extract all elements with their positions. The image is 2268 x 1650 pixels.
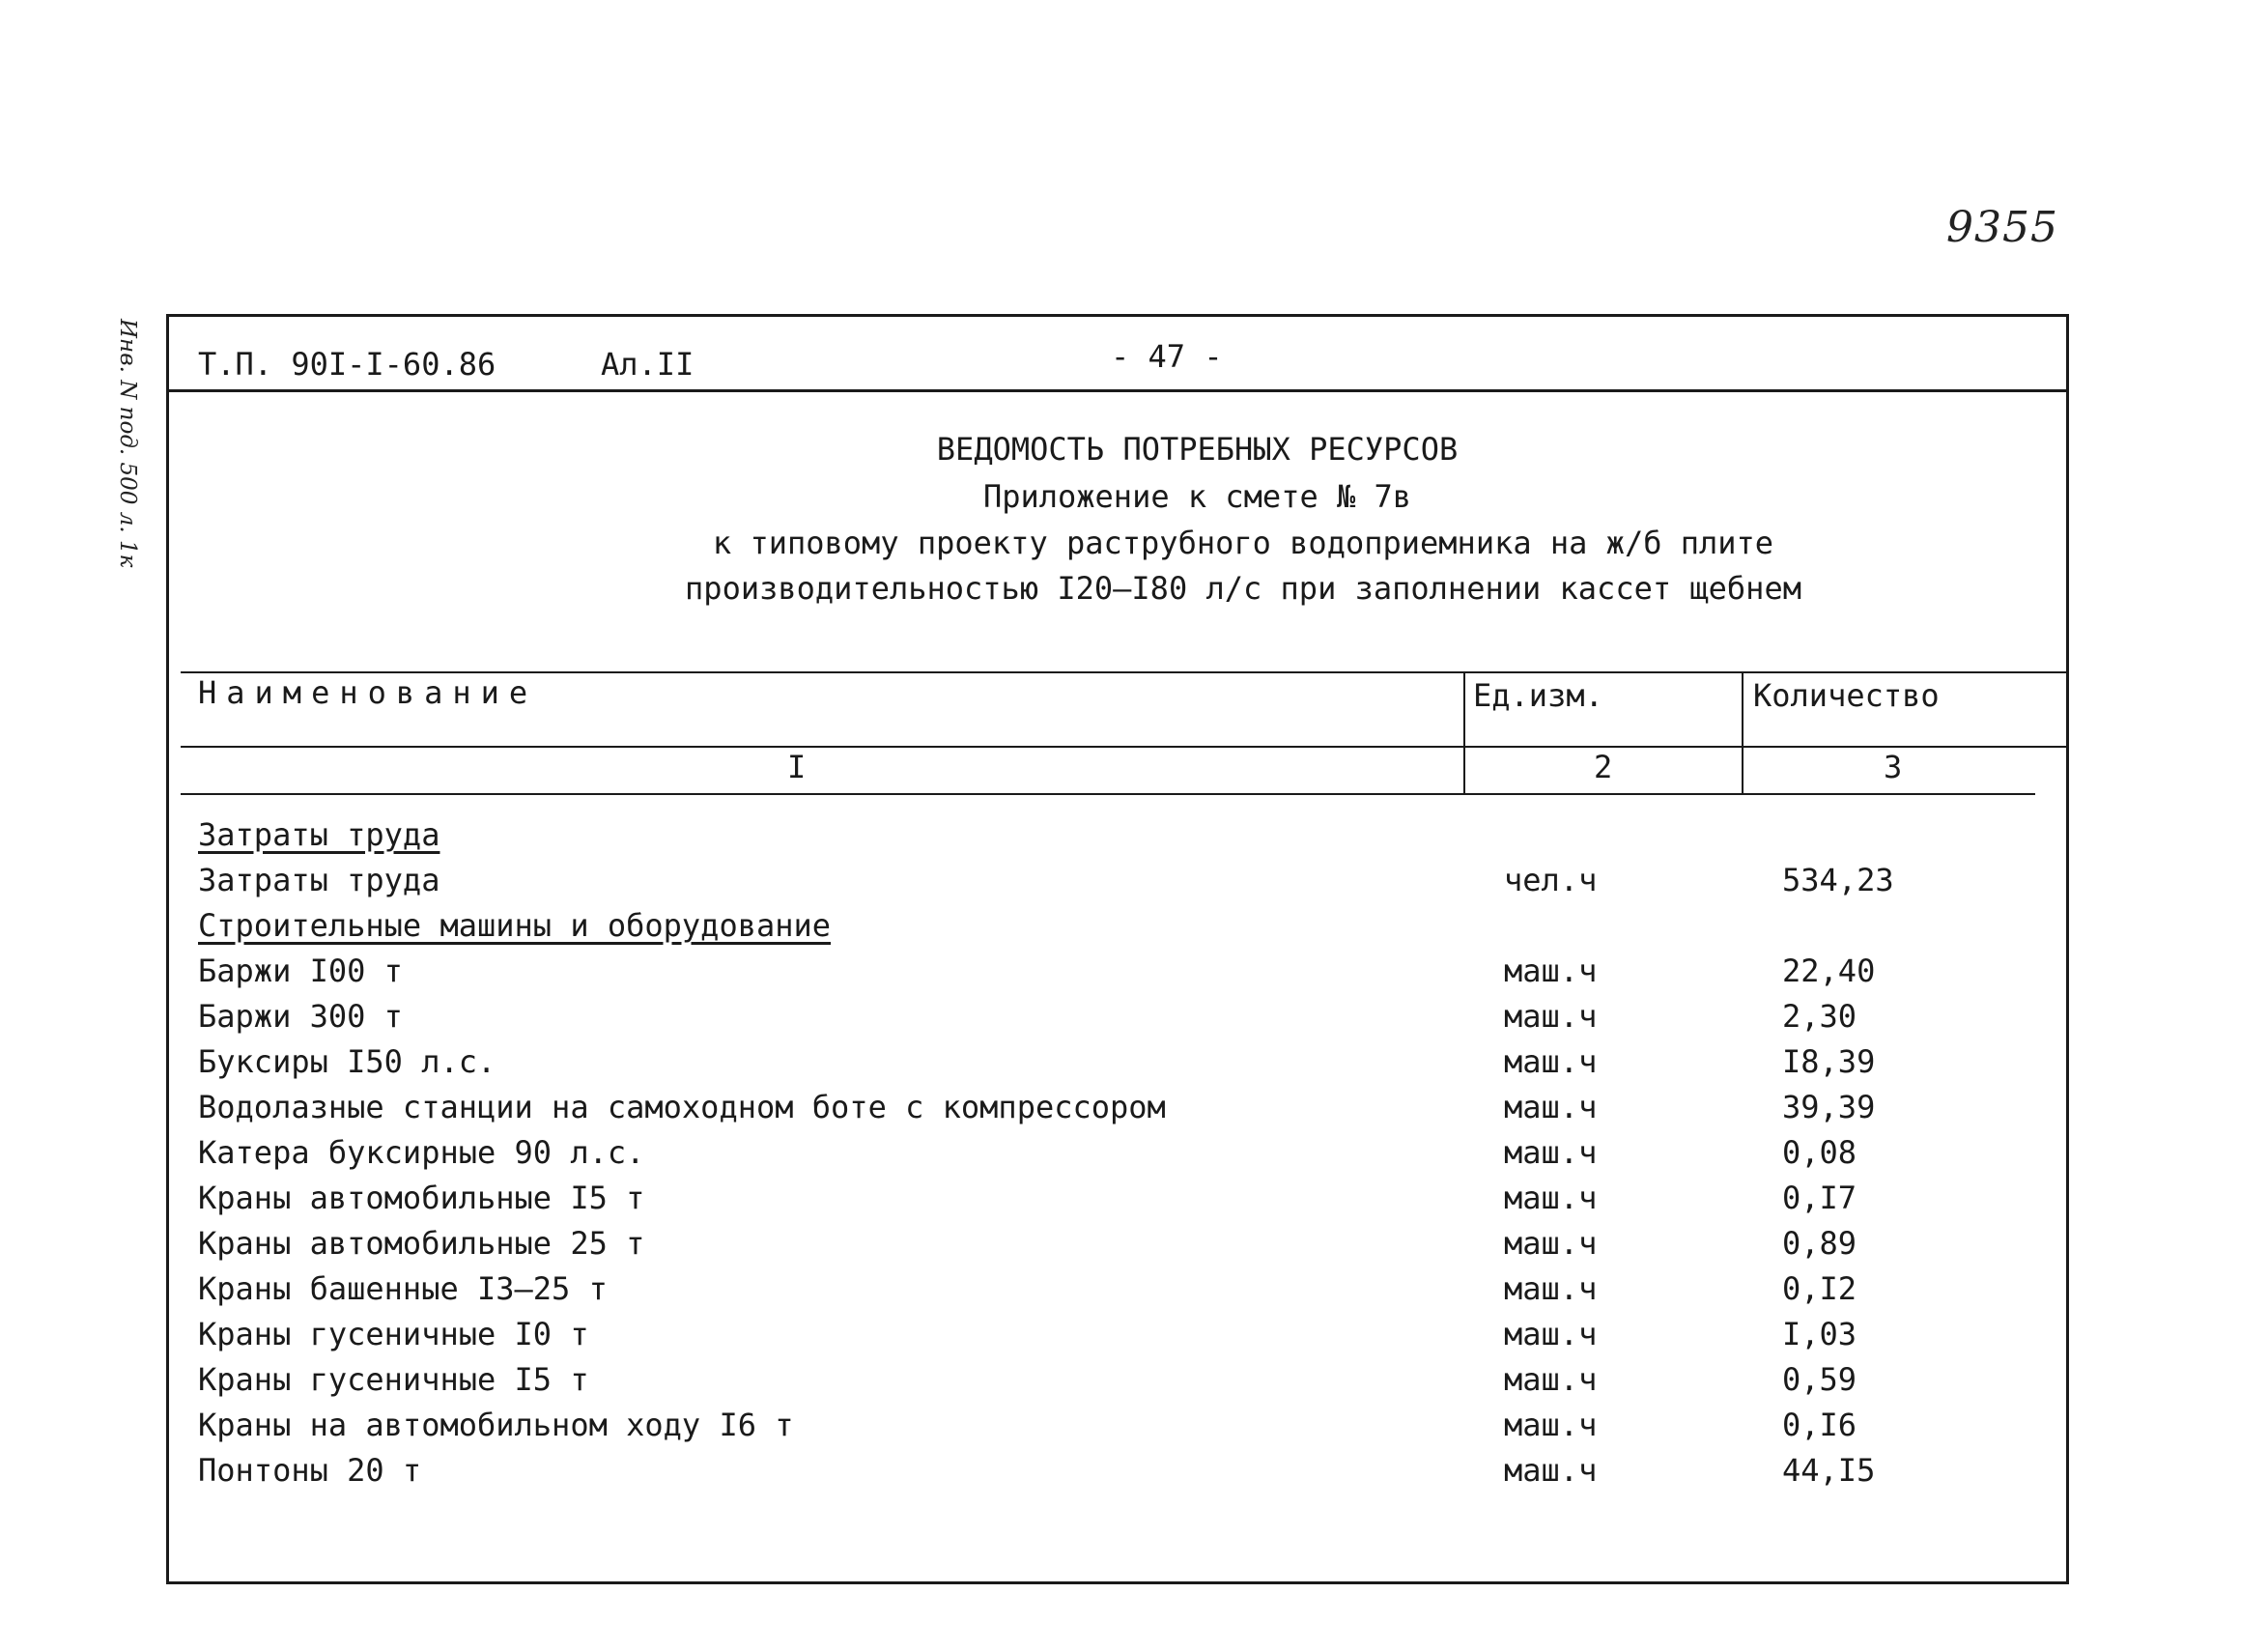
table-row: [198, 1180, 2033, 1222]
row-unit: маш.ч: [1504, 1316, 1598, 1352]
row-name: Краны на автомобильном ходу I6 т: [198, 1407, 794, 1443]
row-unit: маш.ч: [1504, 1270, 1598, 1307]
row-name: Затраты труда: [198, 816, 440, 853]
sheet-label: Ал.II: [601, 346, 695, 383]
title-main: ВЕДОМОСТЬ ПОТРЕБНЫХ РЕСУРСОВ: [936, 431, 1459, 468]
table-row: [198, 998, 2033, 1040]
table-row: [198, 1043, 2033, 1086]
row-name: Буксиры I50 л.с.: [198, 1043, 496, 1080]
table-header-line: [181, 746, 2069, 748]
row-unit: маш.ч: [1504, 1089, 1598, 1125]
row-quantity: I8,39: [1782, 1043, 1876, 1080]
column-divider-1: [1463, 671, 1465, 795]
row-name: Строительные машины и оборудование: [198, 907, 832, 944]
table-row: [198, 907, 2033, 950]
row-name: Краны автомобильные 25 т: [198, 1225, 645, 1262]
row-unit: маш.ч: [1504, 998, 1598, 1035]
row-unit: маш.ч: [1504, 1225, 1598, 1262]
table-row: [198, 1270, 2033, 1313]
row-quantity: 39,39: [1782, 1089, 1876, 1125]
row-quantity: 0,I7: [1782, 1180, 1857, 1216]
row-quantity: 2,30: [1782, 998, 1857, 1035]
row-name: Краны автомобильные I5 т: [198, 1180, 645, 1216]
row-quantity: 0,89: [1782, 1225, 1857, 1262]
column-number-3: 3: [1884, 749, 1903, 785]
row-unit: маш.ч: [1504, 1452, 1598, 1489]
row-unit: чел.ч: [1504, 862, 1598, 898]
column-number-1: I: [787, 749, 807, 785]
archive-stamp-number: 9355: [1946, 203, 2058, 252]
page-number: - 47 -: [1111, 338, 1223, 375]
row-quantity: 0,08: [1782, 1134, 1857, 1171]
row-quantity: 0,I6: [1782, 1407, 1857, 1443]
row-unit: маш.ч: [1504, 953, 1598, 989]
row-name: Краны гусеничные I0 т: [198, 1316, 589, 1352]
row-quantity: 0,I2: [1782, 1270, 1857, 1307]
row-name: Краны гусеничные I5 т: [198, 1361, 589, 1398]
row-quantity: 22,40: [1782, 953, 1876, 989]
table-row: [198, 1407, 2033, 1449]
row-quantity: 534,23: [1782, 862, 1894, 898]
table-colnum-line: [181, 793, 2035, 795]
title-appendix: Приложение к смете № 7в: [982, 478, 1412, 515]
row-unit: маш.ч: [1504, 1407, 1598, 1443]
column-number-2: 2: [1594, 749, 1613, 785]
table-row: [198, 1225, 2033, 1267]
column-header-quantity: Количество: [1753, 677, 1940, 714]
header-divider: [169, 389, 2066, 392]
row-quantity: 44,I5: [1782, 1452, 1876, 1489]
row-unit: маш.ч: [1504, 1043, 1598, 1080]
table-row: [198, 1452, 2033, 1494]
row-quantity: 0,59: [1782, 1361, 1857, 1398]
column-divider-2: [1742, 671, 1744, 795]
row-name: Катера буксирные 90 л.с.: [198, 1134, 645, 1171]
row-name: Краны башенные I3–25 т: [198, 1270, 608, 1307]
table-row: [198, 862, 2033, 904]
row-name: Водолазные станции на самоходном боте с компрессором: [198, 1089, 1166, 1125]
table-row: [198, 953, 2033, 995]
document-frame: [166, 314, 2069, 1584]
title-project: к типовому проекту раструбного водоприемника на ж/б плите: [712, 525, 1774, 561]
table-row: [198, 1134, 2033, 1177]
document-code: Т.П. 90I-I-60.86: [198, 346, 496, 383]
row-unit: маш.ч: [1504, 1361, 1598, 1398]
row-unit: маш.ч: [1504, 1134, 1598, 1171]
row-name: Баржи I00 т: [198, 953, 403, 989]
row-name: Баржи 300 т: [198, 998, 403, 1035]
table-row: [198, 1316, 2033, 1358]
row-name: Затраты труда: [198, 862, 440, 898]
row-unit: маш.ч: [1504, 1180, 1598, 1216]
table-top-line: [181, 671, 2069, 673]
table-row: [198, 816, 2033, 859]
row-name: Понтоны 20 т: [198, 1452, 422, 1489]
margin-inventory-note: Инв. N под. 500 л. 1к: [115, 319, 140, 568]
table-row: [198, 1089, 2033, 1131]
title-capacity: производительностью I20–I80 л/с при заполнении кассет щебнем: [685, 570, 1801, 607]
table-row: [198, 1361, 2033, 1404]
row-quantity: I,03: [1782, 1316, 1857, 1352]
column-header-name: Наименование: [198, 674, 538, 711]
column-header-unit: Ед.изм.: [1473, 677, 1603, 714]
